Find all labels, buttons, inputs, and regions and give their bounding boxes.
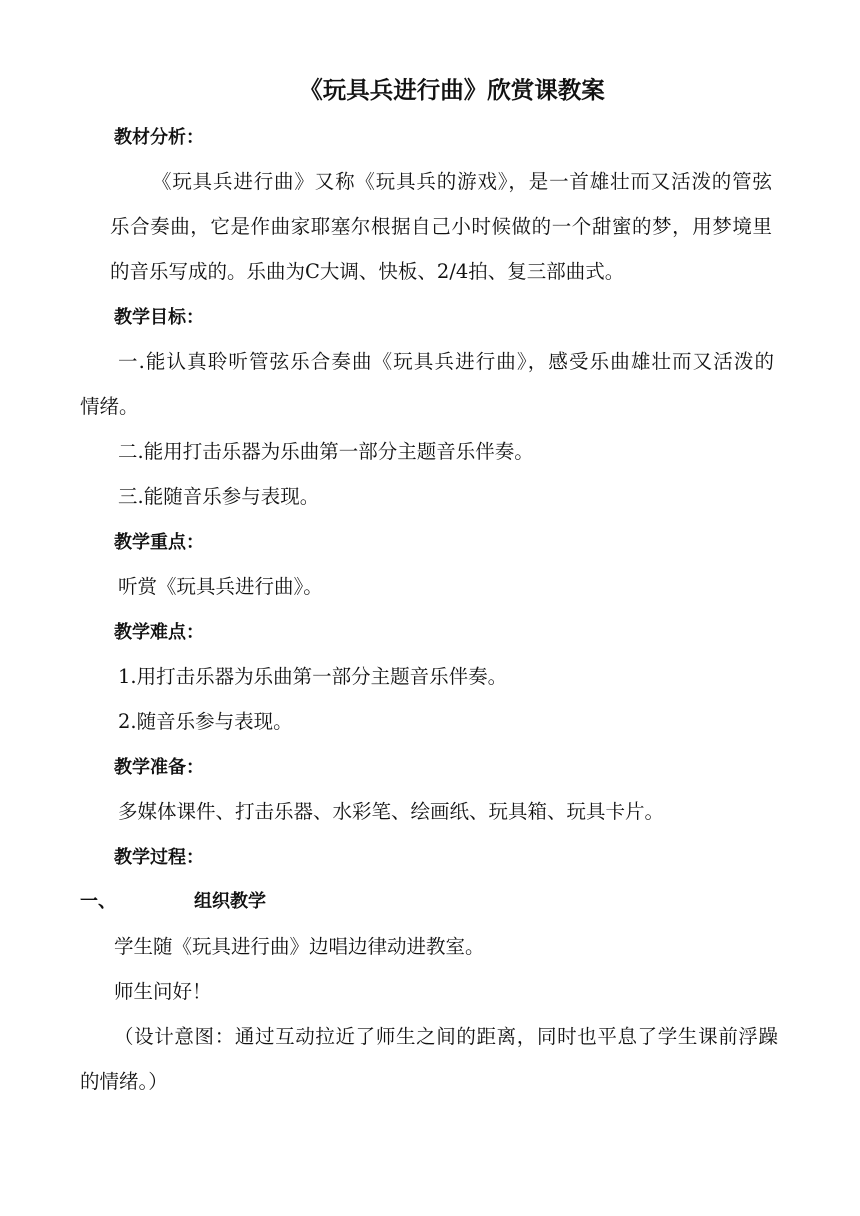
document-title [0, 74, 860, 106]
process-line-2: 师生问好！ [114, 980, 212, 1003]
goal-line-1: 一.能认真聆听管弦乐合奏曲《玩具兵进行曲》，感受乐曲雄壮而又活泼的 [118, 350, 774, 373]
section-heading-preparation: 教学准备： [114, 757, 204, 778]
section-heading-process: 教学过程： [114, 847, 204, 868]
analysis-line-2: 乐合奏曲，它是作曲家耶塞尔根据自己小时候做的一个甜蜜的梦，用梦境里 [110, 215, 772, 238]
process-line-4: 的情绪。） [80, 1070, 168, 1093]
section-heading-difficulties: 教学难点： [114, 622, 204, 643]
process-line-3: （设计意图：通过互动拉近了师生之间的距离，同时也平息了学生课前浮躁 [114, 1025, 778, 1048]
goal-line-2: 情绪。 [80, 395, 139, 418]
key-point-line-1: 听赏《玩具兵进行曲》。 [118, 575, 323, 598]
section-heading-key-points: 教学重点： [114, 532, 204, 553]
difficulty-line-1: 1.用打击乐器为乐曲第一部分主题音乐伴奏。 [118, 665, 508, 688]
process-step-number: 一、 [80, 891, 116, 912]
section-heading-goals: 教学目标： [114, 307, 204, 328]
difficulty-line-2: 2.随音乐参与表现。 [118, 710, 293, 733]
analysis-line-3: 的音乐写成的。乐曲为C大调、快板、2/4拍、复三部曲式。 [110, 260, 625, 283]
goal-line-3: 二.能用打击乐器为乐曲第一部分主题音乐伴奏。 [118, 440, 534, 463]
analysis-line-1: 《玩具兵进行曲》又称《玩具兵的游戏》，是一首雄壮而又活泼的管弦 [152, 170, 772, 193]
process-line-1: 学生随《玩具进行曲》边唱边律动进教室。 [114, 935, 485, 958]
preparation-line-1: 多媒体课件、打击乐器、水彩笔、绘画纸、玩具箱、玩具卡片。 [118, 800, 665, 823]
process-step-title: 组织教学 [194, 891, 266, 912]
section-heading-analysis: 教材分析： [114, 127, 204, 148]
goal-line-4: 三.能随音乐参与表现。 [118, 485, 320, 508]
document-title-text: 《玩具兵进行曲》欣赏课教案 [299, 76, 605, 104]
